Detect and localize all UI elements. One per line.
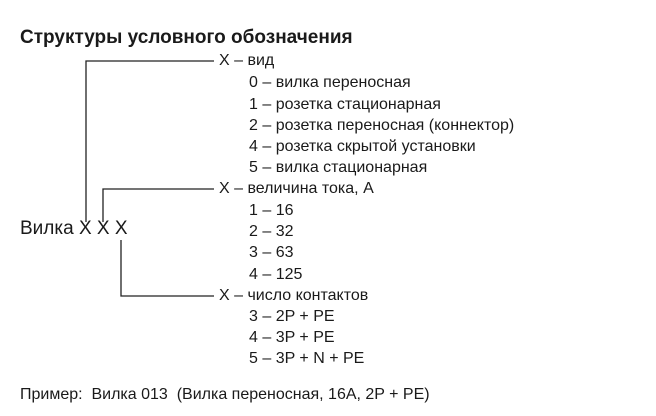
option-item: 2 – розетка переносная (коннектор) — [249, 117, 515, 134]
example-text: Пример: Вилка 013 (Вилка переносная, 16А, 2P + PE) — [20, 386, 430, 403]
option-item: 4 – розетка скрытой установки — [249, 138, 476, 155]
connector-line-contacts — [121, 240, 214, 296]
group-header-current: X – величина тока, А — [219, 180, 374, 197]
option-item: 5 – 3P + N + PE — [249, 350, 365, 367]
group-header-contacts: X – число контактов — [219, 287, 369, 304]
connector-line-current — [103, 189, 214, 222]
group-header-kind: X – вид — [219, 52, 275, 69]
designation-label: Вилка X X X — [20, 218, 128, 239]
option-item: 5 – вилка стационарная — [249, 159, 428, 176]
diagram-title: Структуры условного обозначения — [20, 27, 353, 48]
option-item: 4 – 125 — [249, 266, 303, 283]
option-item: 1 – 16 — [249, 202, 294, 219]
connector-line-kind — [86, 61, 214, 222]
option-item: 1 – розетка стационарная — [249, 96, 441, 113]
option-item: 3 – 63 — [249, 244, 294, 261]
option-item: 2 – 32 — [249, 223, 294, 240]
option-item: 4 – 3P + PE — [249, 329, 335, 346]
option-item: 0 – вилка переносная — [249, 74, 411, 91]
option-item: 3 – 2P + PE — [249, 308, 335, 325]
